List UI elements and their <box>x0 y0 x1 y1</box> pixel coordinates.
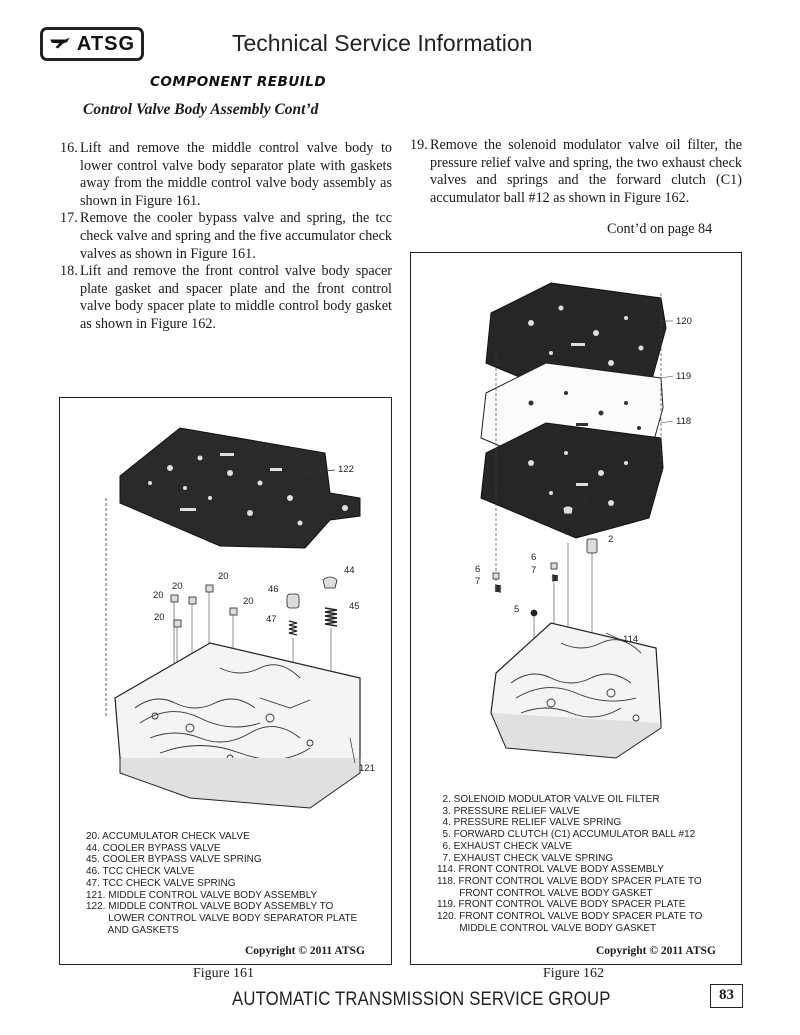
callout-20-b: 20 <box>153 590 164 601</box>
callout-2: 2 <box>608 534 614 545</box>
callout-20-e: 20 <box>154 612 165 623</box>
figure-161-caption: Figure 161 <box>193 966 255 981</box>
page-number: 83 <box>710 984 743 1008</box>
atsg-logo <box>40 27 144 61</box>
figure-162-illustration <box>411 253 741 793</box>
callout-122: 122 <box>338 464 354 475</box>
subtitle: Control Valve Body Assembly Cont’d <box>83 101 319 118</box>
step-18: 18. Lift and remove the front control valve body spacer plate gasket and spacer plate and the front control valve body spacer plate to middle control body gasket as shown in Figure 162. <box>60 263 392 332</box>
callout-44: 44 <box>344 565 355 576</box>
logo-text: ATSG <box>76 32 135 55</box>
figure-162-frame <box>410 252 742 965</box>
step-19: 19. Remove the solenoid modulator valve oil filter, the pressure relief valve and spring, the two exhaust check valves and springs and the forward clutch (C1) accumulator ball #12 as shown in Figure 162. <box>410 137 742 206</box>
callout-6-b: 6 <box>531 552 537 563</box>
callout-3: 3 <box>587 496 593 507</box>
callout-119: 119 <box>676 371 692 382</box>
callout-20-a: 20 <box>172 581 183 592</box>
continued-note: Cont’d on page 84 <box>607 221 713 237</box>
figure-161-frame <box>59 397 392 965</box>
callout-121: 121 <box>359 763 375 774</box>
step-17: 17. Remove the cooler bypass valve and spring, the tcc check valve and spring and the five accumulator check valves as shown in Figure 161. <box>60 210 392 262</box>
section-title: COMPONENT REBUILD <box>150 74 327 90</box>
figure-162-copyright: Copyright © 2011 ATSG <box>596 945 716 957</box>
callout-20-d: 20 <box>243 596 254 607</box>
callout-4: 4 <box>587 520 593 531</box>
callout-120: 120 <box>676 316 692 327</box>
footer-text: AUTOMATIC TRANSMISSION SERVICE GROUP <box>232 989 611 1010</box>
right-column <box>410 137 742 207</box>
step-16: 16. Lift and remove the middle control valve body to lower control valve body separator plate with gaskets away from the middle control valve body assembly as shown in Figure 161. <box>60 140 392 209</box>
callout-46: 46 <box>268 584 279 595</box>
figure-162-legend: 2. SOLENOID MODULATOR VALVE OIL FILTER 3. PRESSURE RELIEF VALVE 4. PRESSURE RELIEF VALVE SPRING 5. FORWARD CLUTCH (C1) ACCUMULATOR BALL #12 6. EXHAUST CHECK VALVE 7. EXHAUST CHECK VALVE SPRING 114. FRONT CONTROL VALVE BODY ASSEMBLY 118. FRONT CONTROL VALVE BODY SPACER PLATE TO FRONT CONTROL VALVE BODY GASKET 119. FRONT CONTROL VALVE BODY SPACER PLATE 120. FRONT CONTROL VALVE BODY SPACER PLATE TO MIDDLE CONTROL VALVE BODY GASKET <box>437 794 703 934</box>
left-column <box>60 140 392 334</box>
separator-plate-122 <box>120 428 360 548</box>
eagle-logo-icon <box>49 33 71 55</box>
callout-6-a: 6 <box>475 564 481 575</box>
callout-47: 47 <box>266 614 277 625</box>
figure-162-caption: Figure 162 <box>543 966 605 981</box>
callout-7-b: 7 <box>531 565 537 576</box>
callout-45: 45 <box>349 601 360 612</box>
figure-161-copyright: Copyright © 2011 ATSG <box>245 945 365 957</box>
callout-114: 114 <box>623 634 639 645</box>
figure-161-illustration <box>60 398 390 828</box>
page-title: Technical Service Information <box>232 30 533 56</box>
callout-118: 118 <box>676 416 692 427</box>
figure-161-legend: 20. ACCUMULATOR CHECK VALVE 44. COOLER BYPASS VALVE 45. COOLER BYPASS VALVE SPRING 46. TCC CHECK VALVE 47. TCC CHECK VALVE SPRING 121. MIDDLE CONTROL VALVE BODY ASSEMBLY 122. MIDDLE CONTROL VALVE BODY ASSEMBLY TO LOWER CONTROL VALVE BODY SEPARATOR PLATE AND GASKETS <box>86 831 358 936</box>
callout-5: 5 <box>514 604 520 615</box>
callout-7-a: 7 <box>475 576 481 587</box>
callout-20-c: 20 <box>218 571 229 582</box>
